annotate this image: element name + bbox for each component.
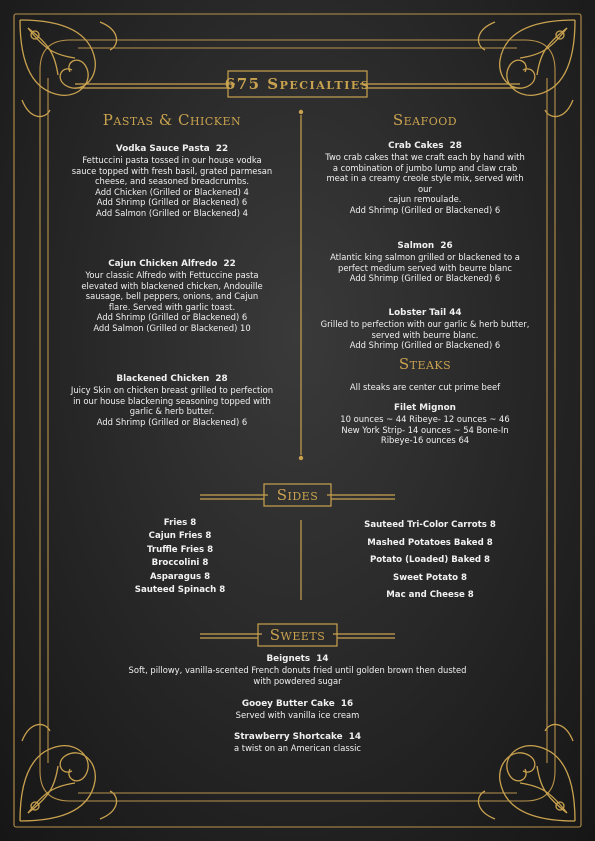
item-desc-line: Juicy Skin on chicken breast grilled to perfection	[70, 385, 274, 395]
item-desc-line: sausage, bell peppers, onions, and Cajun	[85, 291, 259, 302]
item-addon-line: Add Shrimp (Grilled or Blackened) 6	[96, 416, 248, 427]
item-desc-line: our	[418, 183, 432, 194]
menu-item-cajun-chicken-alfredo	[62, 258, 282, 334]
side-item: Fries 8	[163, 518, 197, 528]
item-name: Filet Mignon	[394, 403, 456, 413]
item-desc-line: Fettuccini pasta tossed in our house vodka	[82, 155, 262, 165]
item-price: 16	[340, 699, 354, 709]
item-price: 28	[449, 141, 462, 151]
steaks-heading: Steaks	[398, 355, 452, 373]
item-name: Blackened Chicken	[116, 374, 210, 384]
item-price: 28	[215, 374, 228, 384]
item-addon-line: Add Shrimp (Grilled or Blackened) 6	[96, 197, 248, 208]
item-desc-line: elevated with blackened chicken, Andouille	[81, 280, 263, 291]
item-addon-line: Add Shrimp (Grilled or Blackened) 6	[349, 204, 501, 215]
item-desc-line: a twist on an American classic	[234, 743, 361, 753]
item-name: Gooey Butter Cake	[241, 699, 335, 709]
item-addon-line: Add Shrimp (Grilled or Blackened) 6	[96, 312, 248, 323]
item-price: 22	[215, 144, 229, 154]
item-price: 14	[316, 654, 329, 664]
item-desc-line: garlic & herb butter.	[129, 406, 215, 417]
menu-item-blackened-chicken	[58, 373, 286, 427]
side-item: Truffle Fries 8	[146, 544, 214, 555]
side-item: Asparagus 8	[149, 571, 211, 582]
item-desc-line: 10 ounces ~ 44 Ribeye- 12 ounces ~ 46	[340, 414, 510, 424]
item-price: 14	[348, 732, 361, 742]
menu-item-gooey-butter-cake	[160, 698, 435, 721]
side-item: Sauteed Tri-Color Carrots 8	[364, 520, 496, 530]
item-desc-line: Two crab cakes that we craft each by hand with	[325, 152, 525, 162]
item-name: Vodka Sauce Pasta	[115, 144, 210, 154]
item-price: 22	[223, 259, 236, 269]
sides-heading: Sides	[276, 486, 319, 504]
steaks-note	[314, 382, 536, 393]
item-name: Beignets	[266, 654, 311, 664]
item-price: 44	[449, 308, 462, 318]
item-desc-line: Grilled to perfection with our garlic & herb butter,	[320, 319, 530, 329]
seafood-heading: Seafood	[392, 111, 458, 129]
item-desc-line: Served with vanilla ice cream	[235, 710, 360, 720]
item-desc-line: Ribeye-16 ounces 64	[380, 435, 470, 446]
side-item: Sweet Potato 8	[393, 572, 467, 583]
steaks-note-text: All steaks are center cut prime beef	[349, 382, 501, 392]
sweets-heading: Sweets	[269, 626, 326, 644]
side-item: Mac and Cheese 8	[386, 590, 474, 601]
item-desc-line: meat in a creamy creole style mix, served with	[326, 173, 524, 184]
menu-item-filet-mignon	[314, 402, 536, 446]
item-name: Cajun Chicken Alfredo	[108, 259, 218, 269]
item-name: Strawberry Shortcake	[234, 732, 343, 742]
menu-item-salmon	[314, 240, 536, 284]
side-item: Cajun Fries 8	[148, 531, 212, 542]
sides-left-list	[120, 517, 240, 597]
item-addon-line: Add Salmon (Grilled or Blackened) 10	[93, 322, 251, 333]
menu-item-vodka-sauce-pasta	[62, 143, 282, 219]
item-addon-line: Add Shrimp (Grilled or Blackened) 6	[349, 340, 501, 351]
item-desc-line: flare. Served with garlic toast.	[108, 301, 236, 312]
side-item: Broccolini 8	[151, 558, 209, 569]
side-item: Mashed Potatoes Baked 8	[367, 537, 493, 548]
item-addon-line: Add Shrimp (Grilled or Blackened) 6	[349, 273, 501, 284]
menu-item-strawberry-shortcake	[160, 731, 435, 754]
item-desc-line: perfect medium served with beurre blanc	[338, 262, 512, 273]
item-desc-line: cajun remoulade.	[388, 194, 462, 205]
menu-item-crab-cakes	[314, 140, 536, 216]
side-item: Potato (Loaded) Baked 8	[369, 555, 491, 566]
item-desc-line: Your classic Alfredo with Fettuccine pasta	[85, 270, 259, 280]
item-desc-line: Atlantic king salmon grilled or blackened to a	[330, 252, 520, 262]
menu-title: 675 Specialties	[224, 75, 371, 93]
side-item: Sauteed Spinach 8	[134, 585, 226, 596]
item-name: Lobster Tail	[388, 308, 447, 318]
item-addon-line: Add Chicken (Grilled or Blackened) 4	[95, 186, 249, 197]
sides-right-list	[340, 517, 520, 605]
pasta-chicken-heading: Pastas & Chicken	[102, 111, 242, 129]
item-desc-line: served with beurre blanc.	[371, 329, 479, 340]
item-name: Crab Cakes	[388, 141, 444, 151]
item-desc-line: sauce topped with fresh basil, grated parmesan	[71, 165, 273, 176]
item-desc-line: with powdered sugar	[253, 675, 342, 686]
item-desc-line: cheese, and seasoned breadcrumbs.	[94, 176, 250, 187]
item-desc-line: a combination of jumbo lump and claw crab	[332, 162, 518, 173]
menu-item-beignets	[110, 653, 485, 686]
item-name: Salmon	[397, 241, 435, 251]
menu-item-lobster-tail	[314, 307, 536, 351]
item-addon-line: Add Salmon (Grilled or Blackened) 4	[96, 207, 248, 218]
item-desc-line: Soft, pillowy, vanilla-scented French donuts fried until golden brown then dusted	[128, 665, 467, 675]
item-desc-line: in our house blackening seasoning topped with	[73, 395, 271, 406]
item-desc-line: New York Strip- 14 ounces ~ 54 Bone-In	[341, 424, 509, 435]
item-price: 26	[440, 241, 453, 251]
